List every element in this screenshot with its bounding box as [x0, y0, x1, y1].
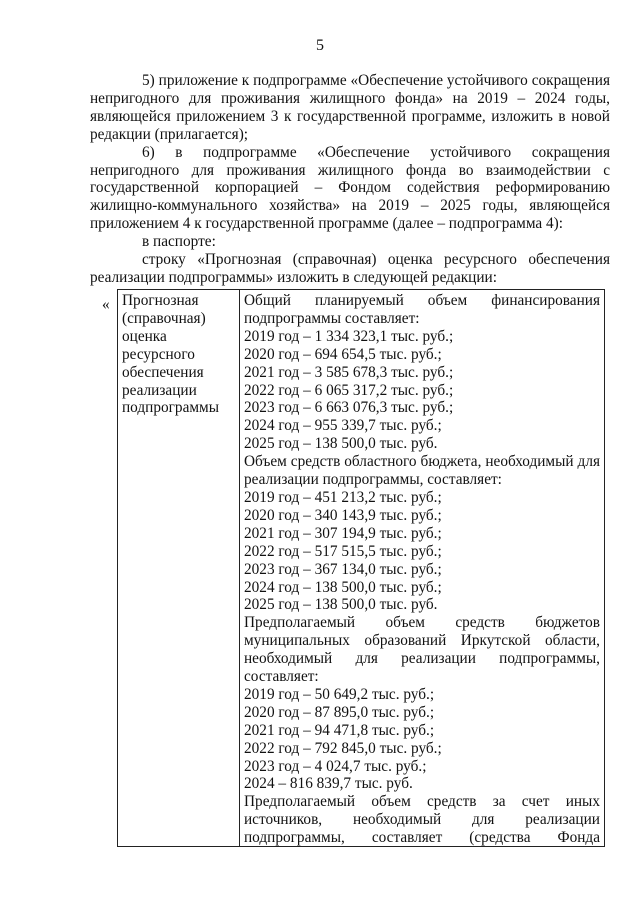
intro-line: Предполагаемый объем средств бюджетов	[244, 614, 600, 632]
total-row: 2019 год – 1 334 323,1 тыс. руб.;	[244, 327, 454, 345]
regional-row: 2020 год – 340 143,9 тыс. руб.;	[244, 506, 442, 524]
total-row: 2022 год – 6 065 317,2 тыс. руб.;	[244, 381, 454, 399]
intro-line: реализации подпрограммы, составляет:	[244, 471, 502, 489]
intro-line: Объем средств областного бюджета, необходимый для	[244, 453, 600, 471]
resource-table	[117, 289, 605, 847]
label-line: подпрограммы	[122, 399, 220, 417]
total-row: 2021 год – 3 585 678,3 тыс. руб.;	[244, 363, 454, 381]
municipal-row: 2019 год – 50 649,2 тыс. руб.;	[244, 685, 435, 703]
regional-row: 2025 год – 138 500,0 тыс. руб.	[244, 596, 438, 614]
municipal-row: 2023 год – 4 024,7 тыс. руб.;	[244, 757, 427, 775]
intro-line: Предполагаемый объем средств за счет иных	[244, 793, 600, 811]
municipal-row: 2021 год – 94 471,8 тыс. руб.;	[244, 721, 435, 739]
municipal-row: 2022 год – 792 845,0 тыс. руб.;	[244, 739, 442, 757]
paragraph-item-6: 6) в подпрограмме «Обеспечение устойчивого сокращения непригодного для проживания жилищного фонда во взаимодействии с государственной корпорацией – Фондом содействия реформированию жилищно-коммунального хозяйства» на 2019 – 2025 годы, являющейся приложением 4 к государственной программе (далее – подпрограмма 4):	[90, 143, 610, 233]
intro-line: подпрограммы составляет:	[244, 309, 420, 327]
regional-row: 2022 год – 517 515,5 тыс. руб.;	[244, 542, 442, 560]
municipal-row: 2024 – 816 839,7 тыс. руб.	[244, 775, 413, 793]
opening-quote: «	[102, 296, 110, 313]
total-row: 2025 год – 138 500,0 тыс. руб.	[244, 435, 438, 453]
table-label-cell	[118, 290, 240, 846]
intro-line: подпрограммы, составляет (средства Фонда	[244, 829, 600, 847]
page-number: 5	[316, 37, 324, 54]
intro-line: муниципальных образований Иркутской области,	[244, 632, 600, 650]
total-row: 2023 год – 6 663 076,3 тыс. руб.;	[244, 399, 454, 417]
table-value-cell	[240, 290, 604, 846]
label-line: Прогнозная	[122, 292, 199, 309]
total-row: 2024 год – 955 339,7 тыс. руб.;	[244, 417, 442, 435]
intro-line: составляет:	[244, 668, 319, 686]
municipal-row: 2020 год – 87 895,0 тыс. руб.;	[244, 703, 435, 721]
label-line: оценка	[122, 327, 167, 345]
regional-row: 2021 год – 307 194,9 тыс. руб.;	[244, 524, 442, 542]
municipal-intro	[244, 614, 600, 686]
intro-line: Общий планируемый объем финансирования	[244, 292, 600, 309]
other-intro	[244, 793, 600, 847]
regional-row: 2024 год – 138 500,0 тыс. руб.;	[244, 578, 442, 596]
body-text	[90, 72, 610, 287]
label-line: ресурсного	[122, 345, 195, 363]
regional-row: 2023 год – 367 134,0 тыс. руб.;	[244, 560, 442, 578]
regional-intro	[244, 453, 600, 489]
paragraph-item-5: 5) приложение к подпрограмме «Обеспечение устойчивого сокращения непригодного для проживания жилищного фонда» на 2019 – 2024 годы, являющейся приложением 3 к государственной программе, изложить в новой редакции (прилагается);	[90, 72, 610, 143]
label-line: (справочная)	[122, 309, 206, 327]
regional-row: 2019 год – 451 213,2 тыс. руб.;	[244, 488, 442, 506]
paragraph-in-passport: в паспорте:	[142, 233, 216, 251]
label-line: реализации	[122, 381, 197, 399]
paragraph-row-replace: строку «Прогнозная (справочная) оценка ресурсного обеспечения реализации подпрограммы» изложить в следующей редакции:	[90, 251, 610, 286]
intro-line: источников, необходимый для реализации	[244, 811, 600, 829]
intro-line: необходимый для реализации подпрограммы,	[244, 650, 600, 668]
label-line: обеспечения	[122, 363, 204, 381]
total-intro	[244, 292, 600, 328]
total-row: 2020 год – 694 654,5 тыс. руб.;	[244, 345, 442, 363]
